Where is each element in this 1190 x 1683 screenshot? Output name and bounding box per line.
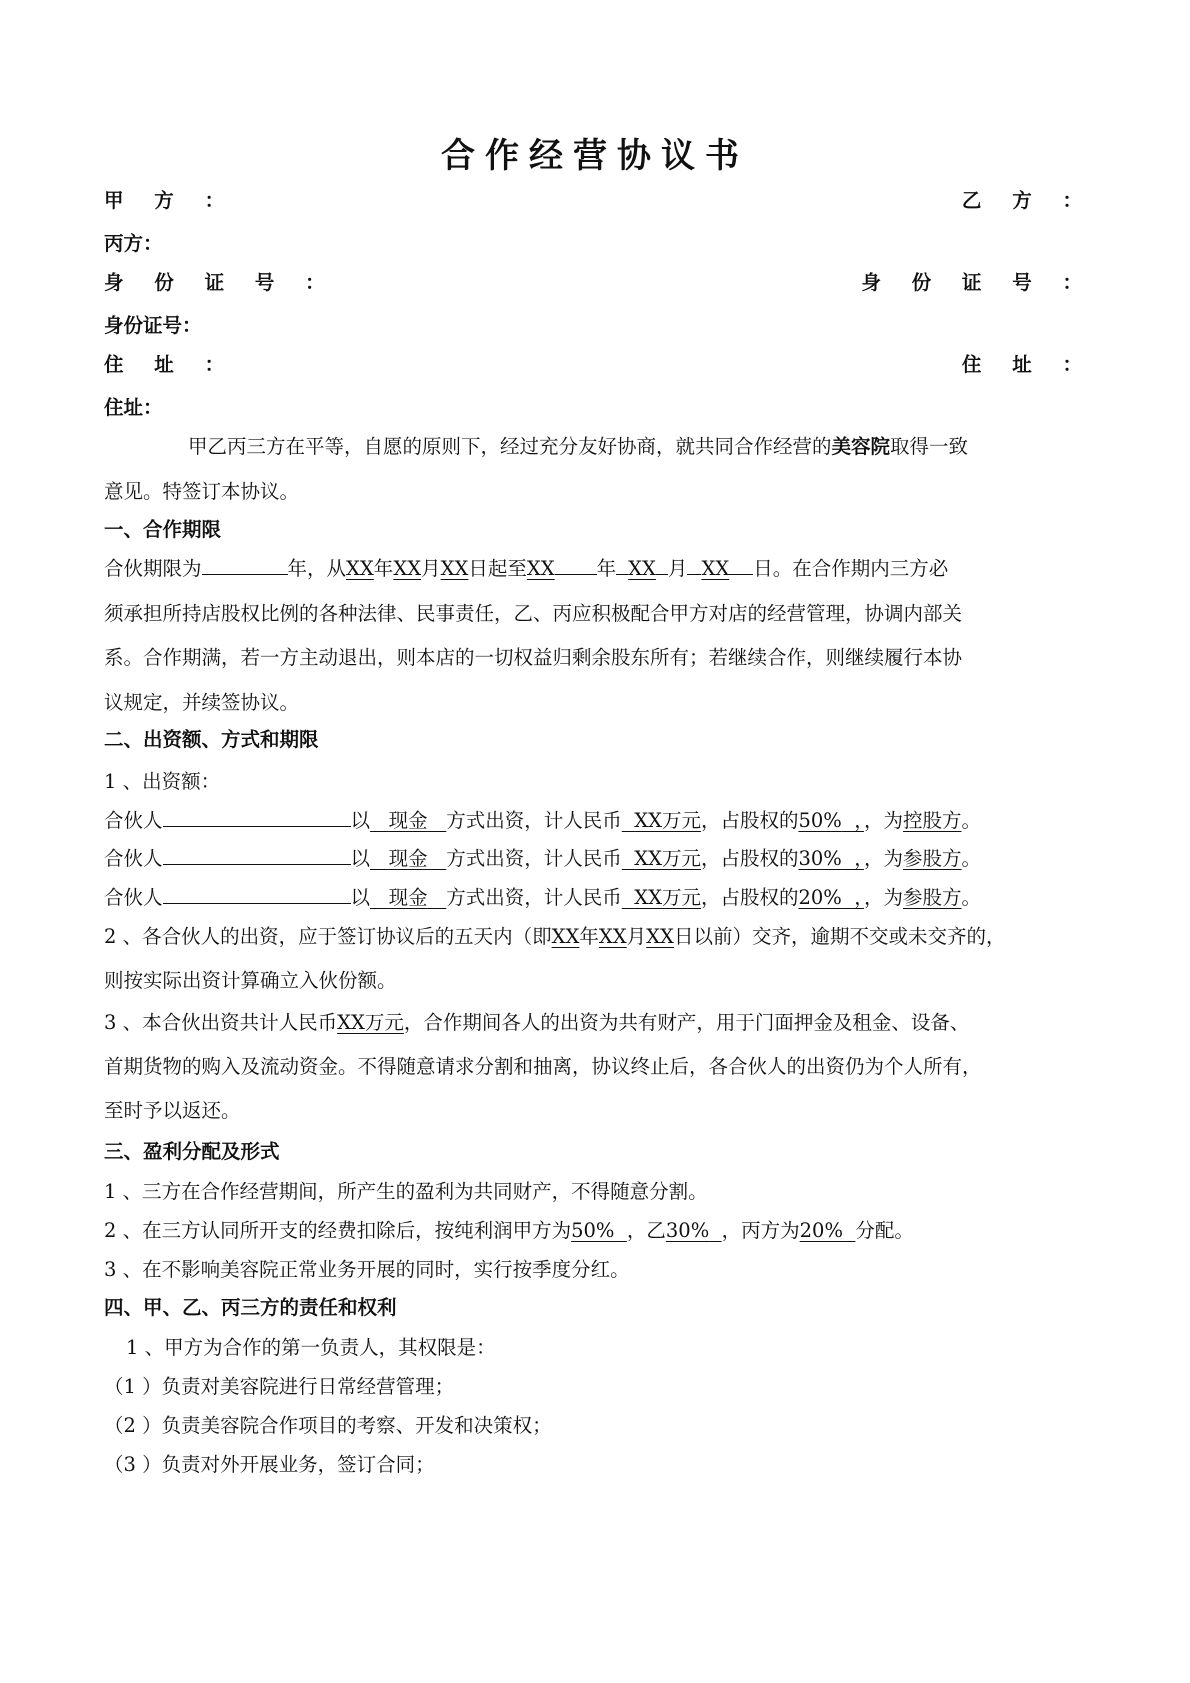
section-4-item-1: 1 、甲方为合作的第一负责人，其权限是： (126, 1336, 496, 1359)
address-left-label: 住 址 ： (104, 353, 237, 376)
intro-paragraph-line-2: 意见。特签订本协议。 (104, 480, 300, 503)
party-a-label: 甲 方 ： (104, 189, 237, 212)
address-third-label: 住址： (104, 396, 163, 419)
section-3-heading: 三、盈利分配及形式 (104, 1140, 280, 1163)
section-4-sub-2: （2 ）负责美容院合作项目的考察、开发和决策权； (104, 1414, 552, 1437)
party-c-label: 丙方： (104, 232, 163, 255)
section-4-sub-1: （1 ）负责对美容院进行日常经营管理； (104, 1375, 455, 1398)
section-1-line-2: 须承担所持店股权比例的各种法律、民事责任，乙、丙应积极配合甲方对店的经营管理，协调内部关 (104, 602, 963, 625)
section-2-item-1: 1 、出资额： (104, 770, 221, 793)
section-2-heading: 二、出资额、方式和期限 (104, 728, 319, 751)
document-title: 合作经营协议书 (441, 136, 749, 176)
section-3-item-2: 2 、在三方认同所开支的经费扣除后，按纯利润甲方为50% ，乙30% ，丙方为20% 分配。 (104, 1219, 914, 1242)
section-2-item-3-line-3: 至时予以返还。 (104, 1099, 241, 1122)
section-2-item-2-line-2: 则按实际出资计算确立入伙份额。 (104, 969, 397, 992)
section-1-line-1: 合伙期限为 年，从XX年XX月XX日起至XX 年 XX 月 XX 日。在合作期内三方必 (104, 554, 1094, 584)
section-4-sub-3: （3 ）负责对外开展业务，签订合同； (104, 1453, 435, 1476)
section-3-item-3: 3 、在不影响美容院正常业务开展的同时，实行按季度分红。 (104, 1258, 630, 1281)
partner-name-blank (163, 844, 351, 865)
intro-paragraph-line-1: 甲乙丙三方在平等，自愿的原则下，经过充分友好协商，就共同合作经营的美容院取得一致 (188, 435, 969, 458)
section-3-item-1: 1 、三方在合作经营期间，所产生的盈利为共同财产，不得随意分割。 (104, 1180, 708, 1203)
id-number-right-label: 身 份 证 号 ： (861, 271, 1094, 294)
section-1-line-3: 系。合作期满，若一方主动退出，则本店的一切权益归剩余股东所有；若继续合作，则继续履行本协 (104, 646, 963, 669)
section-2-item-2-line-1: 2 、各合伙人的出资，应于签订协议后的五天内（即XX年XX月XX日以前）交齐，逾期不交或未交齐的， (104, 925, 1006, 948)
section-1-line-4: 议规定，并续签协议。 (104, 691, 300, 714)
blank-field (202, 554, 288, 575)
id-number-third-label: 身份证号： (104, 314, 202, 337)
partner-name-blank (163, 806, 351, 827)
partner-name-blank (163, 883, 351, 904)
id-number-left-label: 身 份 证 号 ： (104, 271, 337, 294)
party-b-label: 乙 方 ： (961, 189, 1094, 212)
section-2-item-3-line-1: 3 、本合伙出资共计人民币XX万元，合作期间各人的出资为共有财产，用于门面押金及租金、设备、 (104, 1011, 970, 1034)
section-4-heading: 四、甲、乙、丙三方的责任和权利 (104, 1296, 397, 1319)
address-right-label: 住 址 ： (961, 353, 1094, 376)
partner-row-2: 合伙人 以 现金 方式出资，计人民币 XX万元，占股权的30% ，，为参股方。 (104, 844, 1094, 874)
partner-row-1: 合伙人 以 现金 方式出资，计人民币 XX万元，占股权的50% ，，为控股方。 (104, 806, 1094, 836)
section-2-item-3-line-2: 首期货物的购入及流动资金。不得随意请求分割和抽离，协议终止后，各合伙人的出资仍为个人所有， (104, 1055, 982, 1078)
partner-row-3: 合伙人 以 现金 方式出资，计人民币 XX万元，占股权的20% ，，为参股方。 (104, 883, 1094, 913)
section-1-heading: 一、合作期限 (104, 518, 222, 541)
